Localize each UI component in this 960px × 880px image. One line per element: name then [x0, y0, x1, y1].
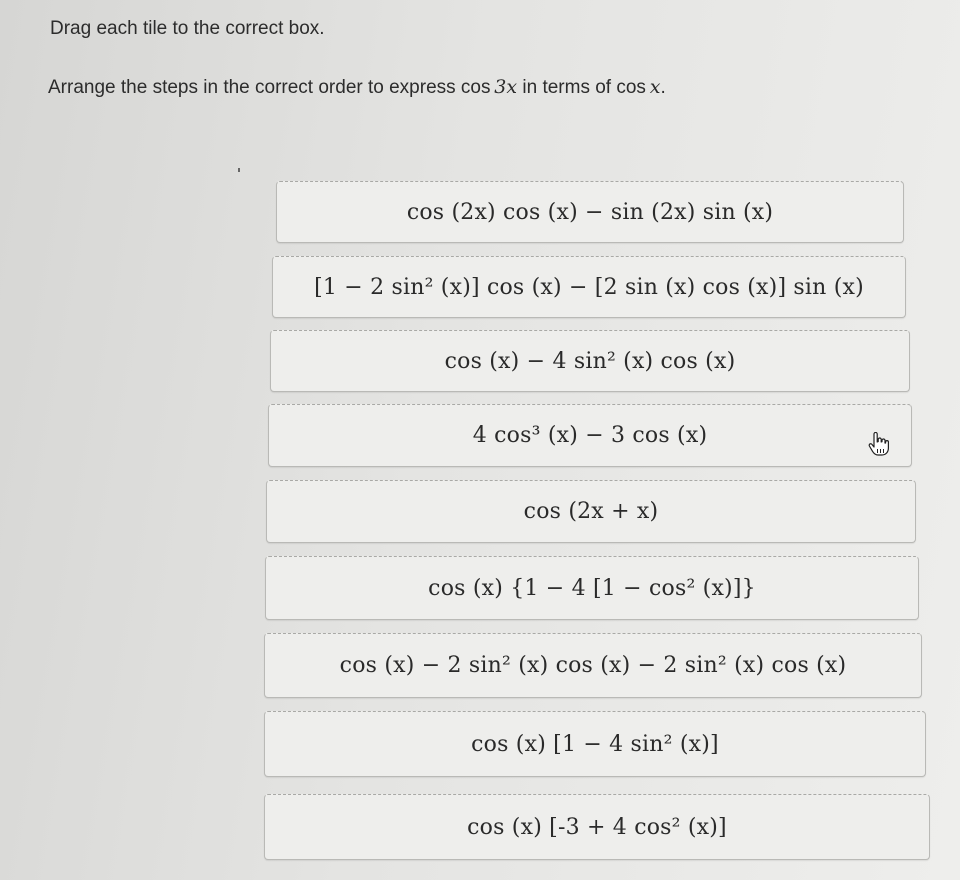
instruction-mid: in terms of cos: [517, 77, 650, 98]
tile-9[interactable]: [264, 794, 930, 860]
tile-3[interactable]: [270, 330, 910, 392]
tile-3-expression: cos (x) − 4 sin² (x) cos (x): [444, 348, 736, 374]
tile-4[interactable]: [268, 404, 912, 467]
tile-2-expression: [1 − 2 sin² (x)] cos (x) − [2 sin (x) cos (x)] sin (x): [314, 274, 864, 300]
tile-5-expression: cos (2x + x): [523, 499, 659, 524]
tile-6-expression: cos (x) {1 − 4 [1 − cos² (x)]}: [428, 575, 756, 601]
tile-4-expression: 4 cos³ (x) − 3 cos (x): [472, 423, 708, 448]
tile-7[interactable]: [264, 633, 922, 698]
instruction-prefix: Arrange the steps in the correct order to express cos: [48, 77, 495, 98]
tile-7-expression: cos (x) − 2 sin² (x) cos (x) − 2 sin² (x) cos (x): [339, 653, 847, 678]
tile-2[interactable]: [272, 256, 906, 318]
tile-1-expression: cos (2x) cos (x) − sin (2x) sin (x): [406, 199, 774, 225]
tile-1[interactable]: [276, 181, 904, 243]
instruction-var-x: x: [649, 76, 661, 98]
instruction-var-3x: 3x: [494, 76, 518, 98]
tile-5[interactable]: [266, 480, 916, 543]
tile-8[interactable]: [264, 711, 926, 777]
tile-8-expression: cos (x) [1 − 4 sin² (x)]: [471, 731, 719, 757]
instruction-end: .: [660, 77, 666, 98]
tile-6[interactable]: [265, 556, 919, 620]
tile-9-expression: cos (x) [-3 + 4 cos² (x)]: [467, 814, 727, 840]
hand-pointer-icon: [868, 432, 890, 456]
instruction-drag: Drag each tile to the correct box.: [50, 18, 325, 39]
